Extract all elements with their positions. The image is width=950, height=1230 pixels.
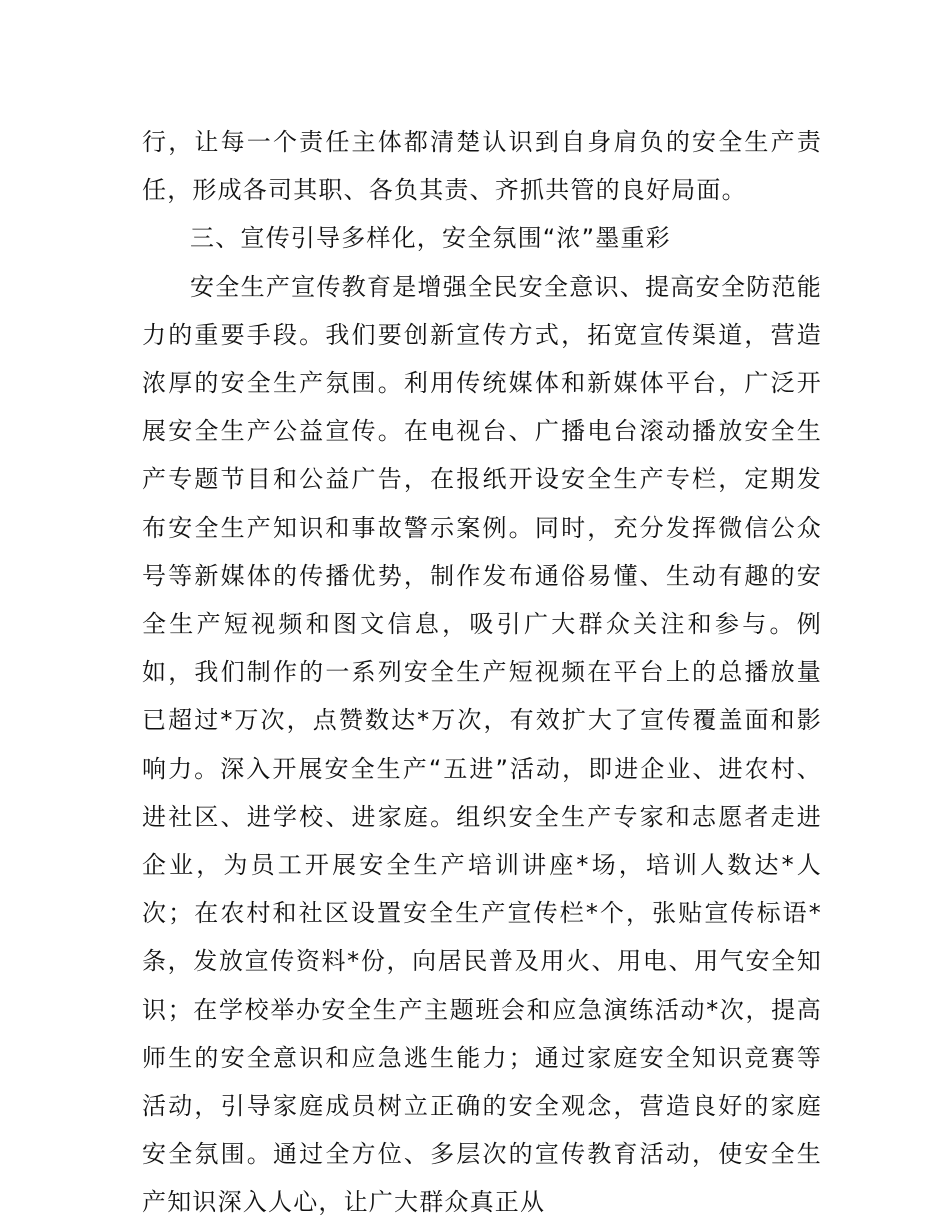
document-body <box>142 118 822 1227</box>
section-heading-3: 三、宣传引导多样化，安全氛围“浓”墨重彩 <box>190 224 671 253</box>
paragraph-continuation: 行，让每一个责任主体都清楚认识到自身肩负的安全生产责任，形成各司其职、各负其责、齐抓共管的良好局面。 <box>142 128 822 205</box>
paragraph-publicity: 安全生产宣传教育是增强全民安全意识、提高安全防范能力的重要手段。我们要创新宣传方式，拓宽宣传渠道，营造浓厚的安全生产氛围。利用传统媒体和新媒体平台，广泛开展安全生产公益宣传。在电视台、广播电台滚动播放安全生产专题节目和公益广告，在报纸开设安全生产专栏，定期发布安全生产知识和事故警示案例。同时，充分发挥微信公众号等新媒体的传播优势，制作发布通俗易懂、生动有趣的安全生产短视频和图文信息，吸引广大群众关注和参与。例如，我们制作的一系列安全生产短视频在平台上的总播放量已超过*万次，点赞数达*万次，有效扩大了宣传覆盖面和影响力。深入开展安全生产“五进”活动，即进企业、进农村、进社区、进学校、进家庭。组织安全生产专家和志愿者走进企业，为员工开展安全生产培训讲座*场，培训人数达*人次；在农村和社区设置安全生产宣传栏*个，张贴宣传标语*条，发放宣传资料*份，向居民普及用火、用电、用气安全知识；在学校举办安全生产主题班会和应急演练活动*次，提高师生的安全意识和应急逃生能力；通过家庭安全知识竞赛等活动，引导家庭成员树立正确的安全观念，营造良好的家庭安全氛围。通过全方位、多层次的宣传教育活动，使安全生产知识深入人心，让广大群众真正从 <box>142 272 822 1217</box>
